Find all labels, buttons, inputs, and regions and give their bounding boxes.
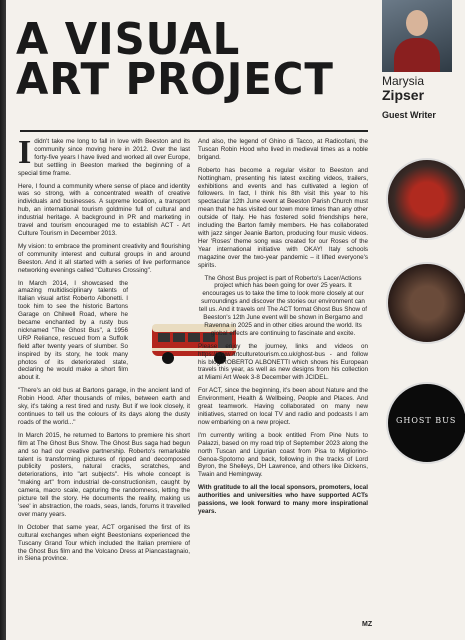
article-paragraph: Roberto has become a regular visitor to Beeston and Nottingham, presenting his latest exciting videos, trailers, exhibitions and events and has cultivated a legion of followers. In fact, I think his 8th visit this year to his spectacular 12th June event at Beeston Parish Church must mean that he has visited our town more times than any other outside of Italy. He has fostered solid friendships here, including the Barton family members. He has collaborated with jazz singer Jeanie Barton, producing four music videos. Her 'Roses' theme song was created for our Roses of the Year international initiative with OKAY! Italy schools magazine over the two-year pandemic – it lifted everyone's spirits. [198,166,368,269]
article-column-2 [198,138,368,521]
article-paragraph: For ACT, since the beginning, it's been about Nature and the Environment, Health & Wellbeing, People and Places. And great teamwork. Having collaborated on many new initiatives, starred on local TV and radio and podcasts I am now embarking on a new project. [198,387,368,426]
author-face [406,10,428,36]
paragraph-text: didn't take me long to fall in love with Beeston and its community since moving here in 2012. Over the last forty-five years I have lived and worked all over Europe, but settling in Beeston marked the beginning of a special time frame. [18,138,190,177]
article-paragraph: Please enjoy the journey, links and videos on https://www.artculturetourism.co.uk/ghost-bus - and follow his blog ROBERTO ALBONETTI which shows his European travels this year, as well as new designs from his collection at Miami Art Week 3-8 December with JCIDEL. [198,342,368,382]
title-line-2: ART PROJECT [16,54,334,105]
article-paragraph [18,134,190,178]
article-paragraph: In October that same year, ACT organised the first of its cultural exchanges when eight Beestonians experienced the Tuscany Grand Tour which included the Italian premiere of the Ghost Bus film and the Volcano Dress at Piancastagnaio, in Siena province. [18,523,190,563]
bus-window [173,333,185,342]
magazine-page [6,0,465,640]
author-last-name: Zipser [382,87,425,103]
title-divider [20,130,368,132]
title-line-1: A VISUAL [16,14,241,65]
author-name [382,74,462,103]
article-paragraph: My vision: to embrace the prominent creativity and flourishing of community interest and cultural groups in and around Beeston. And it all started with a series of live performance networking evenings called "Cultures Crossing". [18,242,190,274]
article-paragraph: With gratitude to all the local sponsors, promoters, local authorities and universities who have supported ACTs passions, we look forward to many more inspirational years. [198,484,368,515]
bus-wheel [162,352,174,364]
bus-people-photo [386,262,465,344]
article-paragraph: Here, I found a community where sense of place and identity was so strong, with a concentrated wealth of creative individuals and businesses. A supreme location, a transport hub, an international tourism goldmine full of cultural and industrial heritage. A background in PR and marketing in travel and tourism encouraged me to establish ACT - Art Culture Tourism in December 2013. [18,182,190,237]
ghost-bus-sign: GHOST BUS [396,416,457,425]
article-paragraph: In March 2014, I showcased the amazing multidisciplinary talents of Italian visual artist Roberto Albonetti. I took him to see the historic Bartons Garage on Chilwell Road, where he became enchanted by a rusty bus nicknamed "The Ghost Bus", a 1956 URP Reliance, rescued from a Suffolk field after twenty years of slumber. So inspired by its story, he took many photos of its deteriorated state, declaring he would make a short film about it. [18,279,128,382]
footer-initials: MZ [362,621,373,628]
article-paragraph: And also, the legend of Ghino di Tacco, at Radicofani, the Tuscan Robin Hood who lived in medieval times as a noble brigand. [198,138,368,161]
author-photo [382,0,452,72]
article-paragraph: I'm currently writing a book entitled From Pine Nuts to Palazzi, based on my road trip of September 2023 along the north Tuscan and Ligurian coast from Pisa to Migliorino-Genoa-Spotorno and back, following in the tracks of Lord Byron, the Shelleys, DH Lawrence, and others like Dickens, Twain and Hemingway. [198,431,368,479]
article-paragraph: "There's an old bus at Bartons garage, in the ancient land of Robin Hood. After thousands of miles, between earth and sky, it's taking a rest tired and rusty. But if we look closely, it continues to tell us the colours of its days along the dusty roads of the world..." [18,387,190,426]
article-paragraph: The Ghost Bus project is part of Roberto's Lacer/Actions project which has been going for over 25 years. It encourages us to take the time to look more closely at our surroundings and discover the stories our environment can tell us. And it travels on! The ACT format Ghost Bus Show of Beeston's 12th June event will be shown in Bergamo and Ravenna in 2025 and in other cities around the world. Its global effects are continuing to fascinate and excite. [198,274,368,337]
article-paragraph: In March 2015, he returned to Bartons to premiere his short film at The Ghost Bus Show. The Ghost Bus saga had begun and so had our creative partnership. Roberto's remarkable talent is transforming pictures of ripped and decomposed publicity posters, natural cracks, scratches, and deteriorations, into "art subjects". His whole concept is "making art" from industrial de-constructionism, caught by camera, macro scale, capturing the randomness, letting the picture tell the story. He documents the reality, making us 'see' in abstraction, the roads, seas, lands, forums it travelled over many years. [18,431,190,518]
author-body [394,38,440,72]
bus-interior-photo [386,158,465,240]
author-first-name: Marysia [382,74,425,88]
page-title [16,14,358,105]
drop-cap: I [18,134,32,171]
author-role: Guest Writer [382,110,436,120]
ghost-bus-sign-photo [386,382,465,464]
bus-window [158,333,170,342]
